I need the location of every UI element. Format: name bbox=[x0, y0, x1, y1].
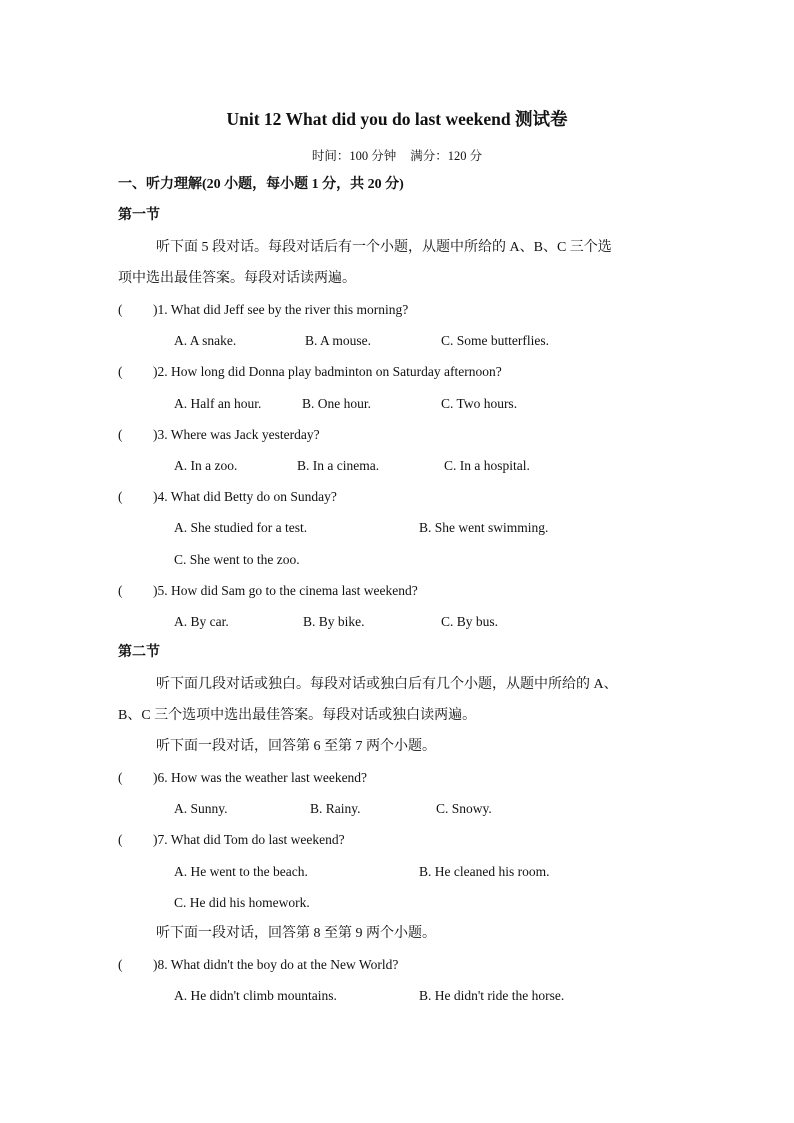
q2-option-c: C. Two hours. bbox=[441, 396, 518, 411]
q5-option-a: A. By car. bbox=[174, 614, 229, 629]
answer-blank[interactable]: ( bbox=[118, 302, 123, 317]
q3-option-c: C. In a hospital. bbox=[444, 458, 530, 473]
section1-instruction-line2: 项中选出最佳答案。每段对话读两遍。 bbox=[118, 271, 356, 286]
part1-heading: 一、听力理解(20 小题，每小题 1 分，共 20 分) bbox=[118, 177, 404, 192]
q1-option-a: A. A snake. bbox=[174, 333, 237, 348]
q8-option-a: A. He didn't climb mountains. bbox=[174, 988, 337, 1003]
q7-option-c: C. He did his homework. bbox=[174, 895, 310, 910]
q3-option-b: B. In a cinema. bbox=[297, 458, 380, 473]
q4-option-a: A. She studied for a test. bbox=[174, 520, 308, 535]
section2-instruction-line1: 听下面几段对话或独白。每段对话或独白后有几个小题，从题中所给的 A、 bbox=[156, 677, 618, 692]
section1-heading: 第一节 bbox=[118, 208, 160, 223]
q1-option-b: B. A mouse. bbox=[305, 333, 372, 348]
section2-instruction-line2: B、C 三个选项中选出最佳答案。每段对话或独白读两遍。 bbox=[118, 708, 477, 723]
section1-instruction-line1: 听下面 5 段对话。每段对话后有一个小题，从题中所给的 A、B、C 三个选 bbox=[156, 240, 612, 255]
exam-score: 满分：120 分 bbox=[410, 149, 483, 163]
q2-option-a: A. Half an hour. bbox=[174, 396, 262, 411]
question-4: ( )4. What did Betty do on Sunday? bbox=[118, 489, 337, 504]
exam-time: 时间：100 分钟 bbox=[311, 149, 397, 163]
q3-option-a: A. In a zoo. bbox=[174, 458, 238, 473]
answer-blank[interactable]: ( bbox=[118, 957, 123, 972]
q1-option-c: C. Some butterflies. bbox=[441, 333, 549, 348]
answer-blank[interactable]: ( bbox=[118, 832, 123, 847]
question-2: ( )2. How long did Donna play badminton on Saturday afternoon? bbox=[118, 364, 502, 379]
q5-option-b: B. By bike. bbox=[303, 614, 365, 629]
q7-option-b: B. He cleaned his room. bbox=[419, 864, 550, 879]
exam-meta bbox=[0, 146, 794, 164]
q4-option-b: B. She went swimming. bbox=[419, 520, 549, 535]
answer-blank[interactable]: ( bbox=[118, 427, 123, 442]
question-8: ( )8. What didn't the boy do at the New World? bbox=[118, 957, 399, 972]
question-7: ( )7. What did Tom do last weekend? bbox=[118, 832, 345, 847]
answer-blank[interactable]: ( bbox=[118, 489, 123, 504]
q6-option-a: A. Sunny. bbox=[174, 801, 228, 816]
question-5: ( )5. How did Sam go to the cinema last weekend? bbox=[118, 583, 418, 598]
question-3: ( )3. Where was Jack yesterday? bbox=[118, 427, 320, 442]
answer-blank[interactable]: ( bbox=[118, 364, 123, 379]
answer-blank[interactable]: ( bbox=[118, 770, 123, 785]
answer-blank[interactable]: ( bbox=[118, 583, 123, 598]
q5-option-c: C. By bus. bbox=[441, 614, 499, 629]
q6-option-c: C. Snowy. bbox=[436, 801, 492, 816]
q4-option-c: C. She went to the zoo. bbox=[174, 552, 300, 567]
q2-option-b: B. One hour. bbox=[302, 396, 371, 411]
question-6: ( )6. How was the weather last weekend? bbox=[118, 770, 368, 785]
q6-option-b: B. Rainy. bbox=[310, 801, 361, 816]
page-title: Unit 12 What did you do last weekend 测试卷 bbox=[226, 109, 568, 129]
question-1: ( )1. What did Jeff see by the river this morning? bbox=[118, 302, 409, 317]
q7-option-a: A. He went to the beach. bbox=[174, 864, 308, 879]
section2-subinstruction-2: 听下面一段对话，回答第 8 至第 9 两个小题。 bbox=[156, 926, 436, 941]
section2-heading: 第二节 bbox=[118, 645, 160, 660]
section2-subinstruction-1: 听下面一段对话，回答第 6 至第 7 两个小题。 bbox=[156, 739, 436, 754]
q8-option-b: B. He didn't ride the horse. bbox=[419, 988, 565, 1003]
